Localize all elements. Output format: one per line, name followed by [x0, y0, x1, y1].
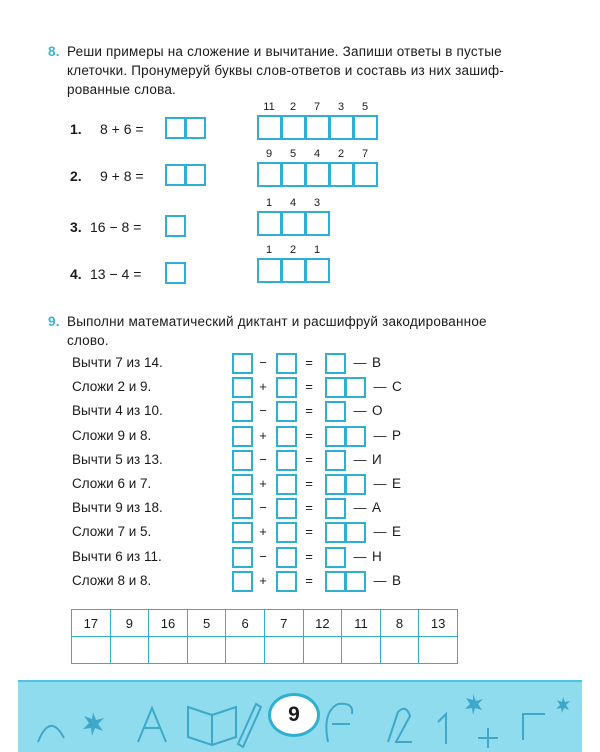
example-number: 2. [70, 168, 82, 184]
operand-box[interactable] [276, 450, 297, 471]
letter-box[interactable] [305, 211, 330, 236]
cipher-letter: Н [372, 548, 382, 564]
result-box[interactable] [325, 571, 346, 592]
code-cell: 16 [149, 610, 188, 637]
answer-box[interactable] [185, 164, 206, 186]
example-expression: 13 − 4 = [90, 266, 142, 282]
answer-letter-cell[interactable] [342, 637, 381, 664]
task8-number: 8. [48, 44, 60, 59]
letter-code: 3 [313, 197, 321, 209]
example-expression: 9 + 8 = [100, 168, 144, 184]
letter-box[interactable] [281, 211, 306, 236]
operand-box[interactable] [232, 450, 253, 471]
letter-box[interactable] [305, 258, 330, 283]
answer-letter-cell[interactable] [303, 637, 342, 664]
result-box[interactable] [325, 498, 346, 519]
result-box[interactable] [345, 377, 366, 398]
result-box[interactable] [345, 426, 366, 447]
dash: — [373, 476, 387, 491]
plus-one-icon [438, 714, 498, 748]
answer-row [72, 637, 458, 664]
answer-letter-cell[interactable] [264, 637, 303, 664]
dash: — [373, 524, 387, 540]
operand-box[interactable] [276, 547, 297, 568]
dictation-task-text: Сложи 6 и 7. [72, 476, 152, 491]
operand-box[interactable] [232, 377, 253, 398]
result-box[interactable] [345, 571, 366, 592]
answer-letter-cell[interactable] [72, 637, 111, 664]
operand-box[interactable] [232, 547, 253, 568]
letter-g-icon [523, 714, 545, 740]
equals-sign: = [305, 548, 313, 564]
result-box[interactable] [325, 401, 346, 422]
dictation-task-text: Сложи 9 и 8. [72, 427, 152, 443]
operation-sign: + [259, 476, 267, 491]
dictation-task-text: Сложи 2 и 9. [72, 379, 152, 395]
code-cell: 11 [342, 610, 381, 637]
cipher-letter: С [392, 379, 402, 395]
digit-2-icon [388, 709, 412, 742]
dictation-task-text: Вычти 7 из 14. [72, 355, 163, 370]
operand-box[interactable] [232, 571, 253, 592]
answer-letter-cell[interactable] [419, 637, 458, 664]
result-box[interactable] [325, 522, 346, 543]
task8-line-2: клеточки. Пронумеруй буквы слов-ответов и составь из них зашиф- [67, 63, 504, 78]
operand-box[interactable] [276, 498, 297, 519]
code-cell: 13 [419, 610, 458, 637]
operand-box[interactable] [232, 353, 253, 374]
letter-code: 5 [361, 101, 369, 113]
dash: — [353, 500, 367, 516]
letter-box[interactable] [257, 162, 282, 187]
dictation-task-text: Вычти 4 из 10. [72, 403, 163, 419]
letter-box[interactable] [329, 162, 354, 187]
star-icon [83, 712, 104, 736]
result-box[interactable] [325, 450, 346, 471]
dictation-task-text: Вычти 6 из 11. [72, 548, 162, 564]
code-cell: 17 [72, 610, 111, 637]
letter-code: 2 [289, 244, 297, 256]
answer-box[interactable] [165, 164, 186, 186]
operand-box[interactable] [276, 401, 297, 422]
cipher-letter: И [372, 451, 382, 467]
operation-sign: − [259, 403, 267, 419]
letter-code: 4 [289, 197, 297, 209]
letter-code: 7 [361, 148, 369, 160]
operand-box[interactable] [276, 474, 297, 495]
answer-letter-cell[interactable] [380, 637, 419, 664]
cipher-letter: В [372, 355, 382, 370]
letter-code: 5 [289, 148, 297, 160]
task9-number: 9. [48, 314, 60, 329]
letter-box[interactable] [281, 115, 306, 140]
star-icon [556, 697, 570, 713]
equals-sign: = [305, 403, 313, 419]
letter-box[interactable] [353, 162, 378, 187]
dash: — [353, 548, 367, 564]
equals-sign: = [305, 572, 313, 588]
operation-sign: − [259, 500, 267, 516]
dash: — [373, 572, 387, 588]
answer-letter-cell[interactable] [187, 637, 226, 664]
operand-box[interactable] [276, 353, 297, 374]
dictation-task-text: Сложи 7 и 5. [72, 524, 152, 540]
result-box[interactable] [345, 474, 366, 495]
example-expression: 16 − 8 = [90, 219, 142, 235]
answer-box[interactable] [165, 117, 186, 139]
equals-sign: = [305, 476, 313, 491]
cipher-letter: Е [392, 476, 402, 491]
letter-code: 2 [337, 148, 345, 160]
letter-code: 11 [263, 101, 275, 113]
letter-box[interactable] [329, 115, 354, 140]
code-cell: 9 [110, 610, 149, 637]
example-number: 1. [70, 121, 82, 137]
dash: — [353, 355, 367, 370]
operation-sign: + [259, 379, 267, 395]
operand-box[interactable] [276, 571, 297, 592]
task9-line-1: Выполни математический диктант и расшифруй закодированное [67, 314, 487, 329]
cipher-letter: Р [392, 427, 402, 443]
dash: — [373, 379, 387, 395]
cipher-letter: А [372, 500, 382, 516]
letter-box[interactable] [257, 258, 282, 283]
letter-box[interactable] [305, 162, 330, 187]
result-box[interactable] [325, 377, 346, 398]
equals-sign: = [305, 355, 313, 370]
letter-box[interactable] [281, 162, 306, 187]
dash: — [353, 403, 367, 419]
letter-box[interactable] [305, 115, 330, 140]
result-box[interactable] [325, 547, 346, 568]
pencil-icon [238, 704, 261, 747]
letter-code: 2 [289, 101, 297, 113]
example-number: 4. [70, 266, 82, 282]
code-cell: 7 [264, 610, 303, 637]
book-icon [188, 707, 236, 745]
letter-box[interactable] [257, 115, 282, 140]
code-cell: 5 [187, 610, 226, 637]
operation-sign: + [259, 427, 267, 443]
page-number: 9 [268, 693, 320, 737]
operation-sign: + [259, 572, 267, 588]
operation-sign: − [259, 451, 267, 467]
code-cell: 12 [303, 610, 342, 637]
answer-letter-cell[interactable] [110, 637, 149, 664]
dictation-task-text: Вычти 5 из 13. [72, 451, 163, 467]
result-box[interactable] [325, 353, 346, 374]
task9-line-2: слово. [67, 333, 109, 348]
code-row [72, 610, 458, 637]
squiggle-icon [38, 726, 64, 742]
equals-sign: = [305, 500, 313, 516]
equals-sign: = [305, 451, 313, 467]
example-number: 3. [70, 219, 82, 235]
cipher-letter: В [392, 572, 402, 588]
operation-sign: + [259, 524, 267, 540]
letter-code: 3 [337, 101, 345, 113]
letter-a-icon [138, 708, 166, 742]
letter-box[interactable] [257, 211, 282, 236]
dictation-task-text: Сложи 8 и 8. [72, 572, 152, 588]
task8-line-3: рованные слова. [67, 82, 176, 97]
cipher-letter: Е [392, 524, 402, 540]
cipher-letter: О [372, 403, 383, 419]
answer-letter-cell[interactable] [226, 637, 265, 664]
operand-box[interactable] [276, 377, 297, 398]
letter-code: 7 [313, 101, 321, 113]
letter-box[interactable] [353, 115, 378, 140]
operand-box[interactable] [232, 426, 253, 447]
operand-box[interactable] [276, 522, 297, 543]
dash: — [353, 451, 367, 467]
result-box[interactable] [345, 522, 366, 543]
operand-box[interactable] [232, 401, 253, 422]
letter-code: 1 [265, 197, 273, 209]
answer-box[interactable] [165, 262, 186, 284]
result-box[interactable] [325, 474, 346, 495]
operand-box[interactable] [232, 498, 253, 519]
operand-box[interactable] [232, 474, 253, 495]
star-icon [465, 694, 483, 715]
code-cell: 8 [380, 610, 419, 637]
letter-code: 4 [313, 148, 321, 160]
letter-box[interactable] [281, 258, 306, 283]
equals-sign: = [305, 524, 313, 540]
equals-sign: = [305, 427, 313, 443]
operation-sign: − [259, 355, 267, 370]
code-table [71, 609, 458, 664]
task8-line-1: Реши примеры на сложение и вычитание. Запиши ответы в пустые [67, 44, 502, 59]
operand-box[interactable] [232, 522, 253, 543]
letter-code: 9 [265, 148, 273, 160]
equals-sign: = [305, 379, 313, 395]
letter-code: 1 [313, 244, 321, 256]
letter-code: 1 [265, 244, 273, 256]
operand-box[interactable] [276, 426, 297, 447]
example-expression: 8 + 6 = [100, 121, 144, 137]
dictation-task-text: Вычти 9 из 18. [72, 500, 163, 516]
letter-b-icon [326, 704, 352, 742]
result-box[interactable] [325, 426, 346, 447]
answer-box[interactable] [185, 117, 206, 139]
answer-letter-cell[interactable] [149, 637, 188, 664]
answer-box[interactable] [165, 215, 186, 237]
code-cell: 6 [226, 610, 265, 637]
operation-sign: − [259, 548, 267, 564]
dash: — [373, 427, 387, 443]
